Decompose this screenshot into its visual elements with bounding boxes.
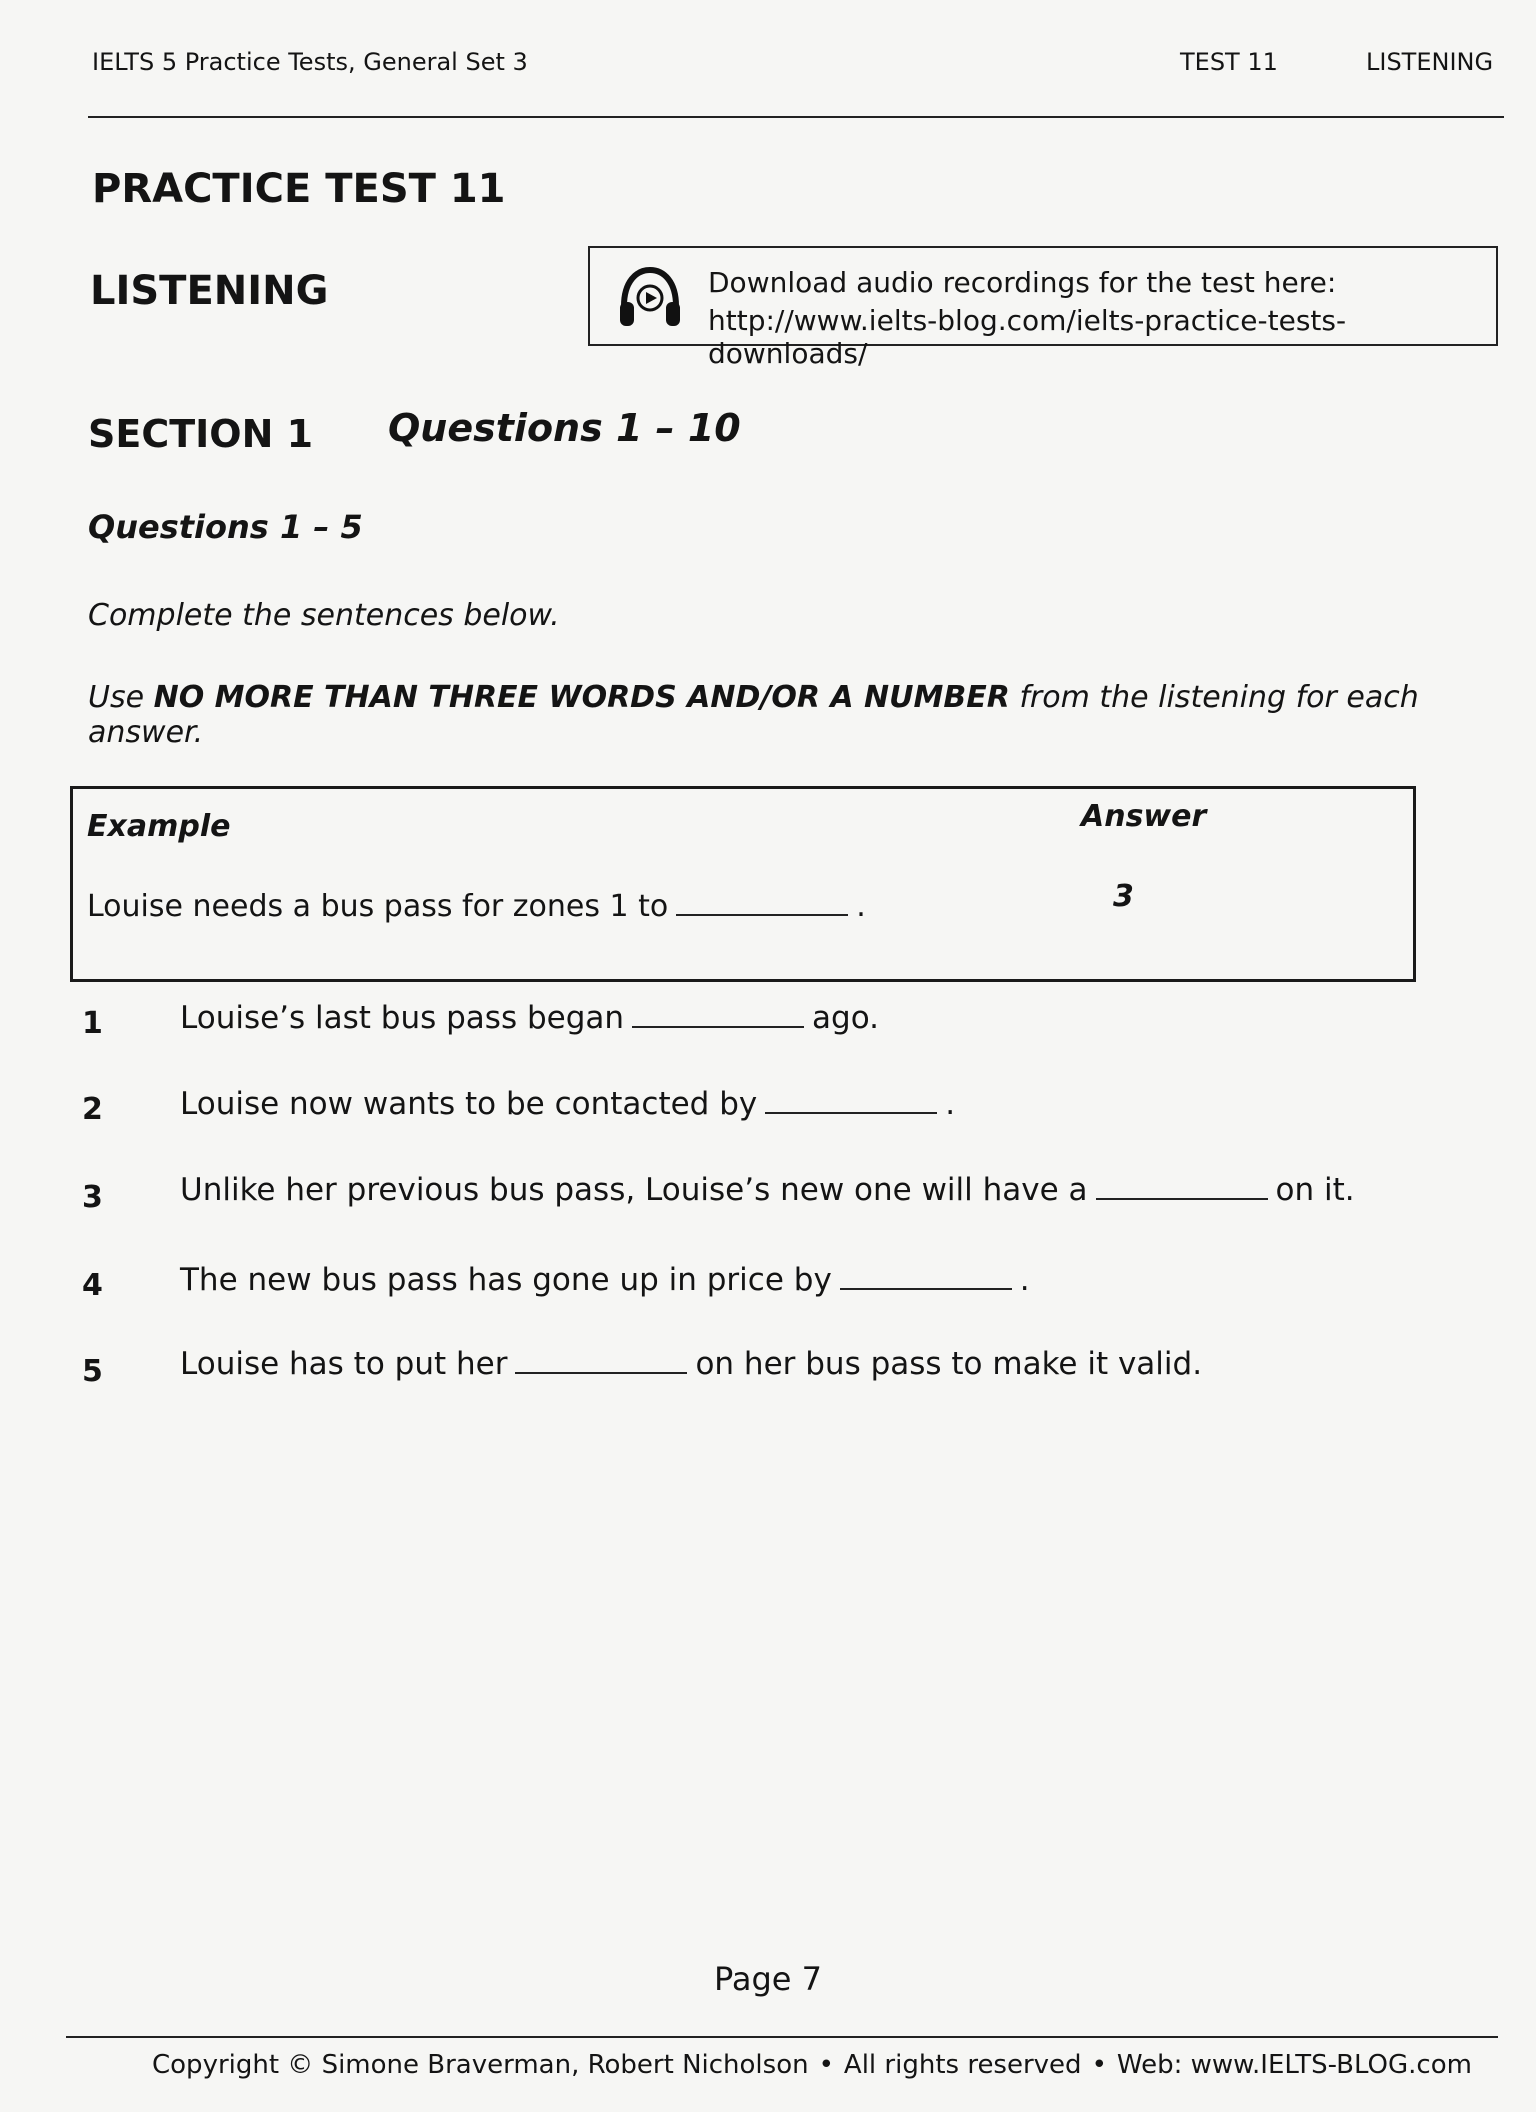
example-sentence [87,889,866,924]
header-test-number: TEST 11 [1180,48,1278,76]
instruction-complete: Complete the sentences below. [88,598,560,633]
section-questions: Questions 1 – 10 [388,406,741,450]
question-group-range: Questions 1 – 5 [88,508,363,546]
example-sentence-text: Louise needs a bus pass for zones 1 to [87,889,669,924]
footer-separator: • [818,2050,834,2080]
question-text [180,1086,955,1122]
example-blank [676,914,848,916]
question-number: 3 [82,1180,103,1215]
download-text: Download audio recordings for the test here: [708,266,1337,299]
question-before: Louise now wants to be contacted by [180,1086,758,1122]
question-after: on it. [1275,1172,1355,1208]
page-title: PRACTICE TEST 11 [92,166,506,212]
question-number: 5 [82,1354,103,1389]
question-text [180,1172,1355,1208]
question-after: . [945,1086,956,1122]
question-after: ago. [812,1000,879,1036]
footer-web[interactable]: Web: www.IELTS-BLOG.com [1116,2050,1472,2080]
instruction-post: from the listening for each answer. [88,680,1419,750]
answer-blank[interactable] [765,1112,937,1114]
instruction-word-limit [88,680,1536,750]
instruction-pre: Use [88,680,145,715]
download-box [588,246,1498,370]
question-text [180,1262,1030,1298]
example-label: Example [87,809,231,844]
header-divider [88,116,1504,118]
question-number: 4 [82,1268,103,1303]
answer-blank[interactable] [1096,1198,1268,1200]
header-section: LISTENING [1366,48,1494,76]
question-after: on her bus pass to make it valid. [695,1346,1203,1382]
example-sentence-end: . [856,889,866,924]
page-subtitle: LISTENING [90,268,329,314]
download-link[interactable]: http://www.ielts-blog.com/ielts-practice-tests-downloads/ [708,304,1347,370]
answer-blank[interactable] [515,1372,687,1374]
page-number: Page 7 [714,1960,822,1998]
footer [152,2050,1472,2080]
example-box [70,786,1416,982]
question-number: 2 [82,1092,103,1127]
question-number: 1 [82,1006,103,1041]
example-answer: 3 [1113,879,1134,914]
answer-blank[interactable] [632,1026,804,1028]
footer-rights: All rights reserved [843,2050,1082,2080]
header-book-title: IELTS 5 Practice Tests, General Set 3 [92,48,528,76]
answer-label: Answer [1081,799,1207,834]
section-title: SECTION 1 [88,412,314,456]
question-before: Louise’s last bus pass began [180,1000,625,1036]
question-text [180,1000,879,1036]
question-text [180,1346,1202,1382]
question-before: Louise has to put her [180,1346,508,1382]
question-before: The new bus pass has gone up in price by [180,1262,832,1298]
question-after: . [1019,1262,1030,1298]
instruction-limit: NO MORE THAN THREE WORDS AND/OR A NUMBER [153,680,1010,715]
footer-divider [66,2036,1498,2038]
question-before: Unlike her previous bus pass, Louise’s new one will have a [180,1172,1088,1208]
headphones-icon [614,262,686,334]
footer-separator: • [1091,2050,1107,2080]
footer-copyright: Copyright © Simone Braverman, Robert Nicholson [152,2050,809,2080]
answer-blank[interactable] [840,1288,1012,1290]
